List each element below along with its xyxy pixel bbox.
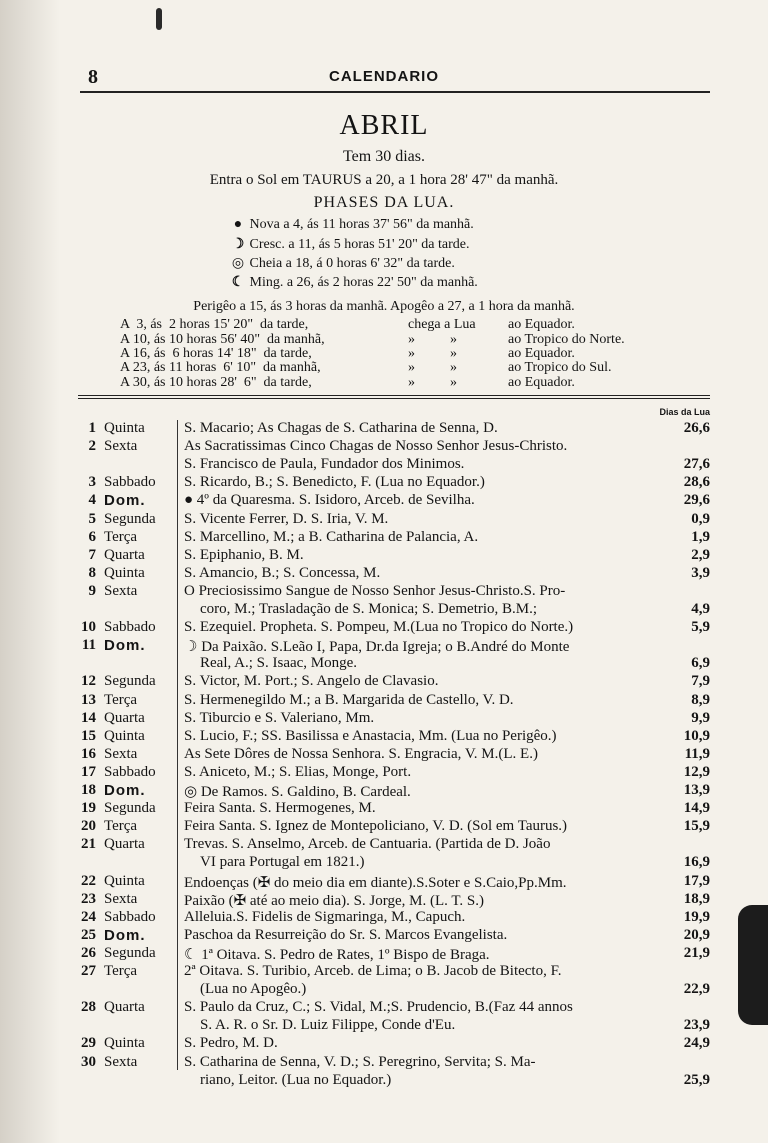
saint-entry: S. Macario; As Chagas de S. Catharina de Senna, D. bbox=[184, 420, 498, 436]
moon-age: 12,9 bbox=[683, 763, 710, 780]
saint-entry: Alleluia.S. Fidelis de Sigmaringa, M., Capuch. bbox=[184, 908, 466, 925]
weekday: Segunda bbox=[104, 510, 156, 527]
edge-stain bbox=[738, 905, 768, 1025]
saint-entry: S. Paulo da Cruz, C.; S. Vidal, M.;S. Prudencio, B.(Faz 44 annos bbox=[184, 999, 573, 1016]
saint-entry: coro, M.; Trasladação de S. Monica; S. Demetrio, B.M.; bbox=[200, 601, 538, 617]
day-number: 2 bbox=[88, 438, 96, 455]
ink-mark bbox=[156, 8, 162, 30]
weekday: Sexta bbox=[104, 890, 138, 907]
saint-entry: S. Vicente Ferrer, D. S. Iria, V. M. bbox=[184, 510, 389, 527]
moon-age: 5,9 bbox=[691, 619, 710, 636]
day-number: 12 bbox=[81, 673, 96, 690]
day-number: 16 bbox=[81, 745, 96, 762]
moon-age: 21,9 bbox=[683, 944, 710, 961]
phase-text: Cresc. a 11, ás 5 horas 51' 20" da tarde. bbox=[249, 237, 470, 252]
equator-target: ao Equador. bbox=[508, 317, 575, 332]
day-number: 21 bbox=[81, 836, 96, 853]
weekday: Sabbado bbox=[104, 763, 156, 780]
weekday: Terça bbox=[104, 963, 138, 979]
saint-entry: Paixão (✠ até ao meio dia). S. Jorge, M. (L. T. S.) bbox=[184, 892, 485, 909]
weekday: Segunda bbox=[104, 800, 156, 817]
saint-entry: Feira Santa. S. Hermogenes, M. bbox=[184, 800, 376, 817]
day-number: 18 bbox=[81, 782, 96, 798]
moon-age-column-header: Dias da Lua bbox=[659, 407, 710, 417]
day-number: 17 bbox=[81, 763, 96, 780]
weekday: Sabbado bbox=[104, 908, 156, 925]
phase-text: Nova a 4, ás 11 horas 37' 56" da manhã. bbox=[249, 217, 474, 232]
day-number: 13 bbox=[81, 691, 96, 708]
moon-age: 6,9 bbox=[691, 655, 710, 672]
day-number: 22 bbox=[81, 872, 96, 889]
moon-age: 3,9 bbox=[691, 564, 710, 581]
moon-age: 27,6 bbox=[683, 456, 710, 473]
saint-entry: O Preciosissimo Sangue de Nosso Senhor Jesus-Christo.S. Pro- bbox=[184, 582, 566, 599]
weekday: Sexta bbox=[104, 438, 138, 455]
phase-row bbox=[230, 236, 470, 253]
moon-age: 18,9 bbox=[683, 890, 710, 907]
moon-age: 29,6 bbox=[683, 492, 710, 509]
moon-phase-icon: ☽ bbox=[231, 237, 245, 252]
equator-time: A 30, ás 10 horas 28' 6" da tarde, bbox=[120, 375, 312, 390]
moon-age: 17,9 bbox=[683, 872, 710, 889]
moon-age: 14,9 bbox=[683, 800, 710, 817]
phase-row bbox=[230, 274, 478, 291]
saint-entry: (Lua no Apogêo.) bbox=[200, 981, 307, 998]
equator-target: ao Equador. bbox=[508, 375, 575, 390]
weekday: Dom. bbox=[104, 782, 146, 799]
moon-age: 10,9 bbox=[683, 727, 710, 744]
saint-entry: S. Ricardo, B.; S. Benedicto, F. (Lua no Equador.) bbox=[184, 474, 485, 491]
equator-verb: » » bbox=[408, 332, 457, 347]
saint-entry: 2ª Oitava. S. Turibio, Arceb. de Lima; o B. Jacob de Bitecto, F. bbox=[184, 963, 562, 979]
saint-entry: S. Hermenegildo M.; a B. Margarida de Castello, V. D. bbox=[184, 691, 514, 708]
moon-age: 9,9 bbox=[691, 709, 710, 726]
equator-time: A 16, ás 6 horas 14' 18" da tarde, bbox=[120, 346, 312, 361]
weekday: Dom. bbox=[104, 926, 146, 944]
moon-age: 15,9 bbox=[683, 818, 710, 835]
day-number: 11 bbox=[81, 637, 96, 654]
weekday: Quinta bbox=[104, 420, 145, 436]
saint-entry: S. Francisco de Paula, Fundador dos Minimos. bbox=[184, 456, 465, 473]
moon-age: 0,9 bbox=[691, 510, 710, 527]
saint-entry: S. Tiburcio e S. Valeriano, Mm. bbox=[184, 709, 375, 726]
section-rule bbox=[78, 395, 710, 399]
saint-entry: Trevas. S. Anselmo, Arceb. de Cantuaria. (Partida de D. João bbox=[184, 836, 551, 853]
top-rule bbox=[80, 91, 710, 93]
page-number: 8 bbox=[88, 66, 98, 88]
saint-entry: S. Catharina de Senna, V. D.; S. Peregrino, Servita; S. Ma- bbox=[184, 1053, 536, 1070]
moon-age: 24,9 bbox=[683, 1035, 710, 1052]
weekday: Quinta bbox=[104, 564, 145, 581]
day-number: 5 bbox=[88, 510, 96, 527]
equator-verb: » » bbox=[408, 360, 457, 375]
day-number: 10 bbox=[81, 619, 96, 636]
equator-time: A 10, ás 10 horas 56' 40" da manhã, bbox=[120, 332, 325, 347]
weekday: Quarta bbox=[104, 836, 145, 853]
saint-entry: S. Victor, M. Port.; S. Angelo de Clavasio. bbox=[184, 673, 439, 690]
equator-target: ao Equador. bbox=[508, 346, 575, 361]
saint-entry: ● 4º da Quaresma. S. Isidoro, Arceb. de Sevilha. bbox=[184, 492, 475, 509]
saint-entry: Real, A.; S. Isaac, Monge. bbox=[200, 655, 358, 672]
month-title: ABRIL bbox=[339, 110, 429, 141]
equator-target: ao Tropico do Norte. bbox=[508, 332, 625, 347]
day-number: 30 bbox=[81, 1053, 96, 1070]
day-number: 4 bbox=[88, 492, 96, 509]
weekday: Quinta bbox=[104, 872, 145, 889]
moon-age: 7,9 bbox=[691, 673, 710, 690]
saint-entry: S. Amancio, B.; S. Concessa, M. bbox=[184, 564, 381, 581]
saint-entry: Paschoa da Resurreição do Sr. S. Marcos Evangelista. bbox=[184, 926, 508, 943]
day-number: 6 bbox=[88, 528, 96, 545]
day-number: 25 bbox=[81, 926, 96, 943]
saint-entry: S. Lucio, F.; SS. Basilissa e Anastacia, Mm. (Lua no Perigêo.) bbox=[184, 727, 557, 744]
weekday: Sabbado bbox=[104, 619, 156, 636]
weekday: Sexta bbox=[104, 1053, 138, 1070]
day-number: 9 bbox=[88, 582, 96, 599]
moon-age: 22,9 bbox=[683, 981, 710, 998]
days-count: Tem 30 dias. bbox=[343, 148, 425, 165]
saint-entry: riano, Leitor. (Lua no Equador.) bbox=[200, 1071, 392, 1088]
sun-entry: Entra o Sol em TAURUS a 20, a 1 hora 28' 47" da manhã. bbox=[209, 172, 559, 188]
phase-text: Cheia a 18, á 0 horas 6' 32" da tarde. bbox=[249, 256, 455, 271]
moon-age: 11,9 bbox=[684, 745, 710, 762]
moon-age: 2,9 bbox=[691, 546, 710, 563]
weekday: Quarta bbox=[104, 546, 145, 563]
column-divider bbox=[177, 420, 178, 1070]
perigee-apogee: Perigêo a 15, ás 3 horas da manhã. Apogêo a 27, a 1 hora da manhã. bbox=[193, 299, 575, 314]
weekday: Terça bbox=[104, 818, 138, 835]
day-number: 26 bbox=[81, 944, 96, 961]
saint-entry: VI para Portugal em 1821.) bbox=[200, 854, 365, 871]
moon-phase-icon: ● bbox=[233, 217, 243, 232]
equator-time: A 3, ás 2 horas 15' 20" da tarde, bbox=[120, 317, 309, 332]
weekday: Segunda bbox=[104, 673, 156, 690]
day-number: 27 bbox=[81, 963, 96, 979]
day-number: 14 bbox=[81, 709, 96, 726]
equator-verb: » » bbox=[408, 346, 457, 361]
day-number: 19 bbox=[81, 800, 96, 817]
saint-entry: As Sacratissimas Cinco Chagas de Nosso Senhor Jesus-Christo. bbox=[184, 438, 568, 455]
moon-age: 1,9 bbox=[691, 528, 710, 545]
saint-entry: ◎ De Ramos. S. Galdino, B. Cardeal. bbox=[184, 784, 411, 800]
weekday: Dom. bbox=[104, 637, 146, 655]
weekday: Sexta bbox=[104, 582, 138, 599]
weekday: Quinta bbox=[104, 727, 145, 744]
weekday: Sexta bbox=[104, 745, 138, 762]
moon-phase-icon: ◎ bbox=[231, 256, 245, 271]
phase-text: Ming. a 26, ás 2 horas 22' 50" da manhã. bbox=[249, 275, 478, 290]
phase-row bbox=[230, 255, 455, 272]
weekday: Quarta bbox=[104, 709, 145, 726]
equator-target: ao Tropico do Sul. bbox=[508, 360, 612, 375]
weekday: Dom. bbox=[104, 492, 146, 510]
weekday: Terça bbox=[104, 691, 138, 708]
moon-age: 25,9 bbox=[683, 1071, 710, 1088]
saint-entry: ☾ 1ª Oitava. S. Pedro de Rates, 1º Bispo de Braga. bbox=[184, 946, 490, 963]
saint-entry: S. Pedro, M. D. bbox=[184, 1035, 278, 1052]
running-title: CALENDARIO bbox=[329, 68, 439, 85]
day-number: 15 bbox=[81, 727, 96, 744]
phases-title: PHASES DA LUA. bbox=[313, 194, 455, 211]
day-number: 24 bbox=[81, 908, 96, 925]
saint-entry: S. Epiphanio, B. M. bbox=[184, 546, 304, 563]
day-number: 28 bbox=[81, 999, 96, 1016]
saint-entry: S. Aniceto, M.; S. Elias, Monge, Port. bbox=[184, 763, 412, 780]
equator-verb: » » bbox=[408, 375, 457, 390]
saint-entry: ☽ Da Paixão. S.Leão I, Papa, Dr.da Igreja; o B.André do Monte bbox=[184, 639, 570, 656]
moon-age: 20,9 bbox=[683, 926, 710, 943]
day-number: 8 bbox=[88, 564, 96, 581]
equator-time: A 23, ás 11 horas 6' 10" da manhã, bbox=[120, 360, 321, 375]
equator-verb: chega a Lua bbox=[408, 317, 476, 332]
day-number: 7 bbox=[88, 546, 96, 563]
saint-entry: S. Marcellino, M.; a B. Catharina de Palancia, A. bbox=[184, 528, 479, 545]
saint-entry: Feira Santa. S. Ignez de Montepoliciano, V. D. (Sol em Taurus.) bbox=[184, 818, 568, 835]
phase-row bbox=[230, 217, 474, 233]
weekday: Sabbado bbox=[104, 474, 156, 491]
weekday: Quarta bbox=[104, 999, 145, 1016]
moon-phase-icon: ☾ bbox=[231, 275, 245, 290]
moon-age: 13,9 bbox=[683, 782, 710, 798]
day-number: 3 bbox=[88, 474, 96, 491]
saint-entry: S. Ezequiel. Propheta. S. Pompeu, M.(Lua no Tropico do Norte.) bbox=[184, 619, 574, 636]
saint-entry: As Sete Dôres de Nossa Senhora. S. Engracia, V. M.(L. E.) bbox=[184, 745, 538, 762]
weekday: Terça bbox=[104, 528, 138, 545]
day-number: 23 bbox=[81, 890, 96, 907]
day-number: 29 bbox=[81, 1035, 96, 1052]
weekday: Quinta bbox=[104, 1035, 145, 1052]
moon-age: 16,9 bbox=[683, 854, 710, 871]
moon-age: 8,9 bbox=[691, 691, 710, 708]
moon-age: 19,9 bbox=[683, 908, 710, 925]
weekday: Segunda bbox=[104, 944, 156, 961]
moon-age: 28,6 bbox=[683, 474, 710, 491]
day-number: 20 bbox=[81, 818, 96, 835]
moon-age: 4,9 bbox=[691, 601, 710, 617]
moon-age: 26,6 bbox=[683, 420, 710, 436]
saint-entry: S. A. R. o Sr. D. Luiz Filippe, Conde d'Eu. bbox=[200, 1017, 456, 1034]
saint-entry: Endoenças (✠ do meio dia em diante).S.Soter e S.Caio,Pp.Mm. bbox=[184, 874, 567, 891]
moon-age: 23,9 bbox=[683, 1017, 710, 1034]
day-number: 1 bbox=[88, 420, 96, 436]
